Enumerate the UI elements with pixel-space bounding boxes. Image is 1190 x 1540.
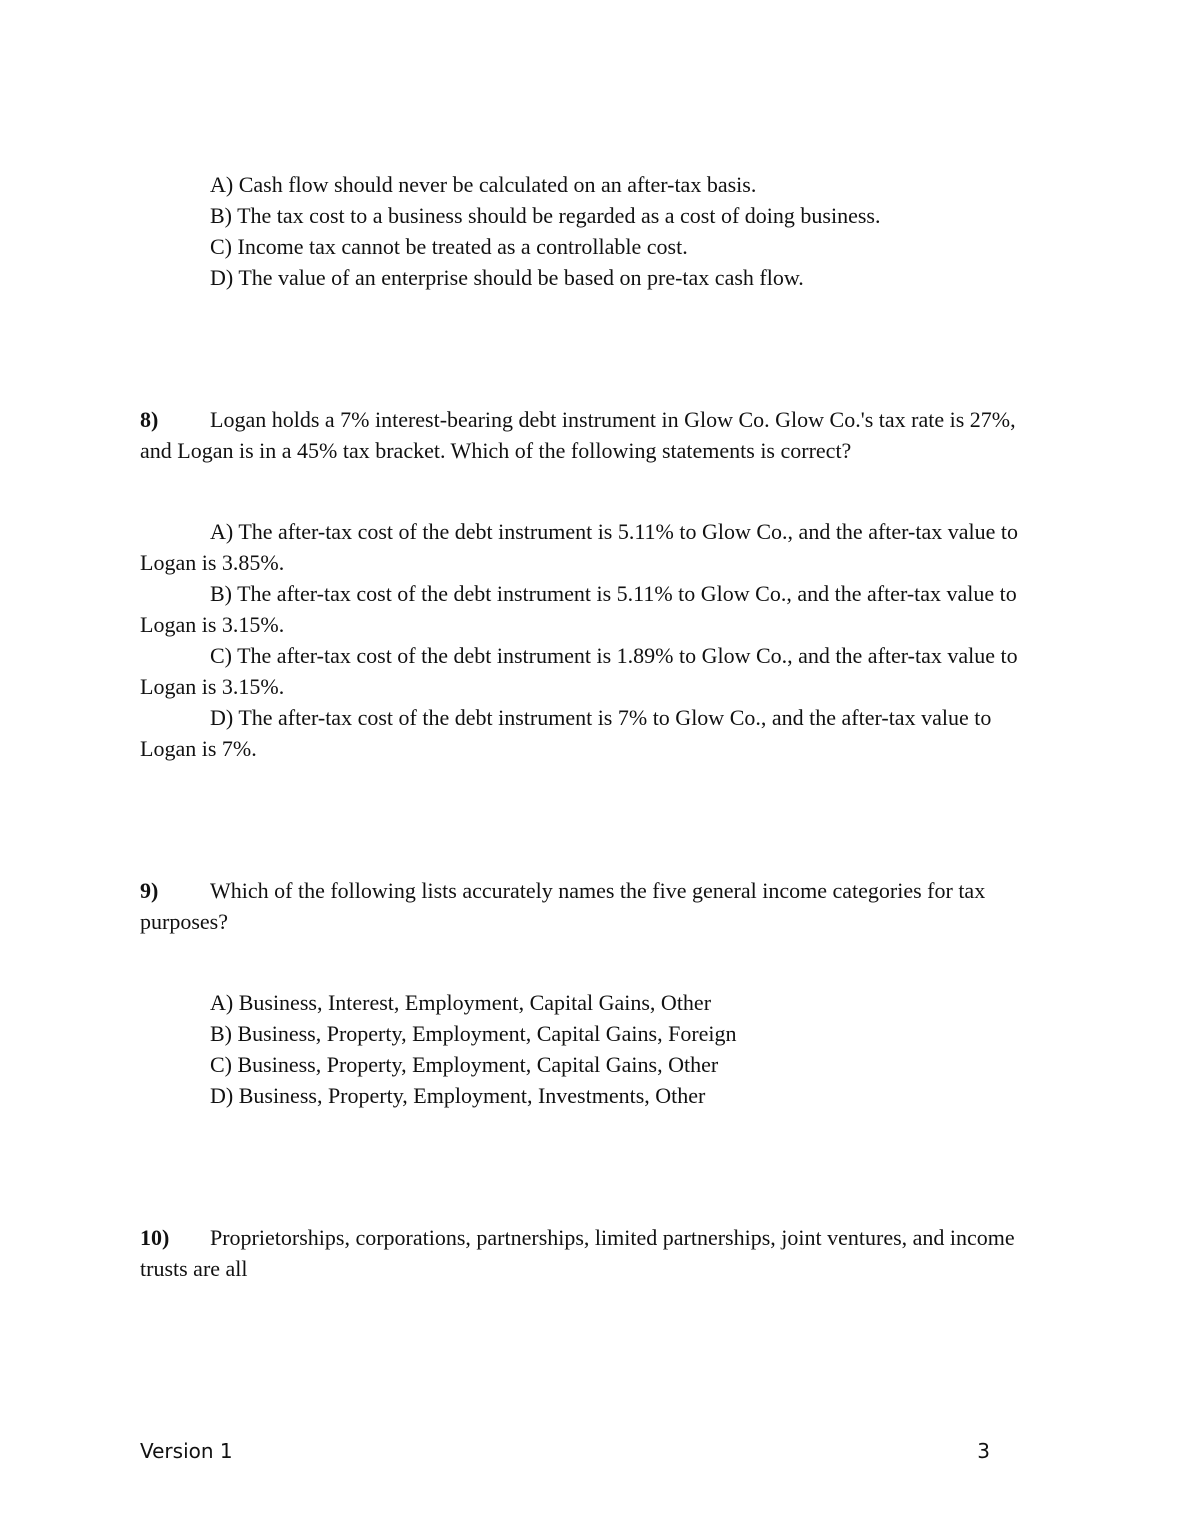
q7-option-d: D) The value of an enterprise should be based on pre-tax cash flow. — [210, 265, 804, 290]
q8-option-a: A) The after-tax cost of the debt instrument is 5.11% to Glow Co., and the after-tax value to Logan is 3.85%. — [140, 519, 1019, 575]
q7-option-a: A) Cash flow should never be calculated on an after-tax basis. — [210, 172, 757, 197]
question-9-number: 9) — [140, 878, 159, 903]
question-8-text: Logan holds a 7% interest-bearing debt instrument in Glow Co. Glow Co.'s tax rate is 27%, and Logan is in a 45% tax bracket. Which of the following statements is correct? — [140, 407, 1016, 463]
q8-option-b: B) The after-tax cost of the debt instrument is 5.11% to Glow Co., and the after-tax value to Logan is 3.15%. — [140, 581, 1017, 637]
q7-option-c: C) Income tax cannot be treated as a controllable cost. — [210, 234, 688, 259]
q7-options — [140, 169, 1050, 293]
question-10-number: 10) — [140, 1225, 170, 1250]
q9-option-c: C) Business, Property, Employment, Capital Gains, Other — [210, 1052, 719, 1077]
page-number: 3 — [977, 1439, 990, 1463]
document-page — [140, 169, 1050, 1284]
q9-option-b: B) Business, Property, Employment, Capital Gains, Foreign — [210, 1021, 737, 1046]
question-8-number: 8) — [140, 407, 159, 432]
question-10 — [140, 1222, 1050, 1284]
question-9 — [140, 875, 1050, 937]
question-8 — [140, 404, 1050, 466]
q8-option-c: C) The after-tax cost of the debt instrument is 1.89% to Glow Co., and the after-tax value to Logan is 3.15%. — [140, 643, 1018, 699]
q8-option-d: D) The after-tax cost of the debt instrument is 7% to Glow Co., and the after-tax value to Logan is 7%. — [140, 705, 992, 761]
version-label: Version 1 — [140, 1439, 233, 1463]
question-10-text: Proprietorships, corporations, partnerships, limited partnerships, joint ventures, and income trusts are all — [140, 1225, 1015, 1281]
q9-option-a: A) Business, Interest, Employment, Capital Gains, Other — [210, 990, 712, 1015]
q9-option-d: D) Business, Property, Employment, Investments, Other — [210, 1083, 706, 1108]
q7-option-b: B) The tax cost to a business should be regarded as a cost of doing business. — [210, 203, 881, 228]
q9-options — [140, 987, 1050, 1111]
question-9-text: Which of the following lists accurately names the five general income categories for tax purposes? — [140, 878, 986, 934]
q8-options — [140, 516, 1050, 764]
